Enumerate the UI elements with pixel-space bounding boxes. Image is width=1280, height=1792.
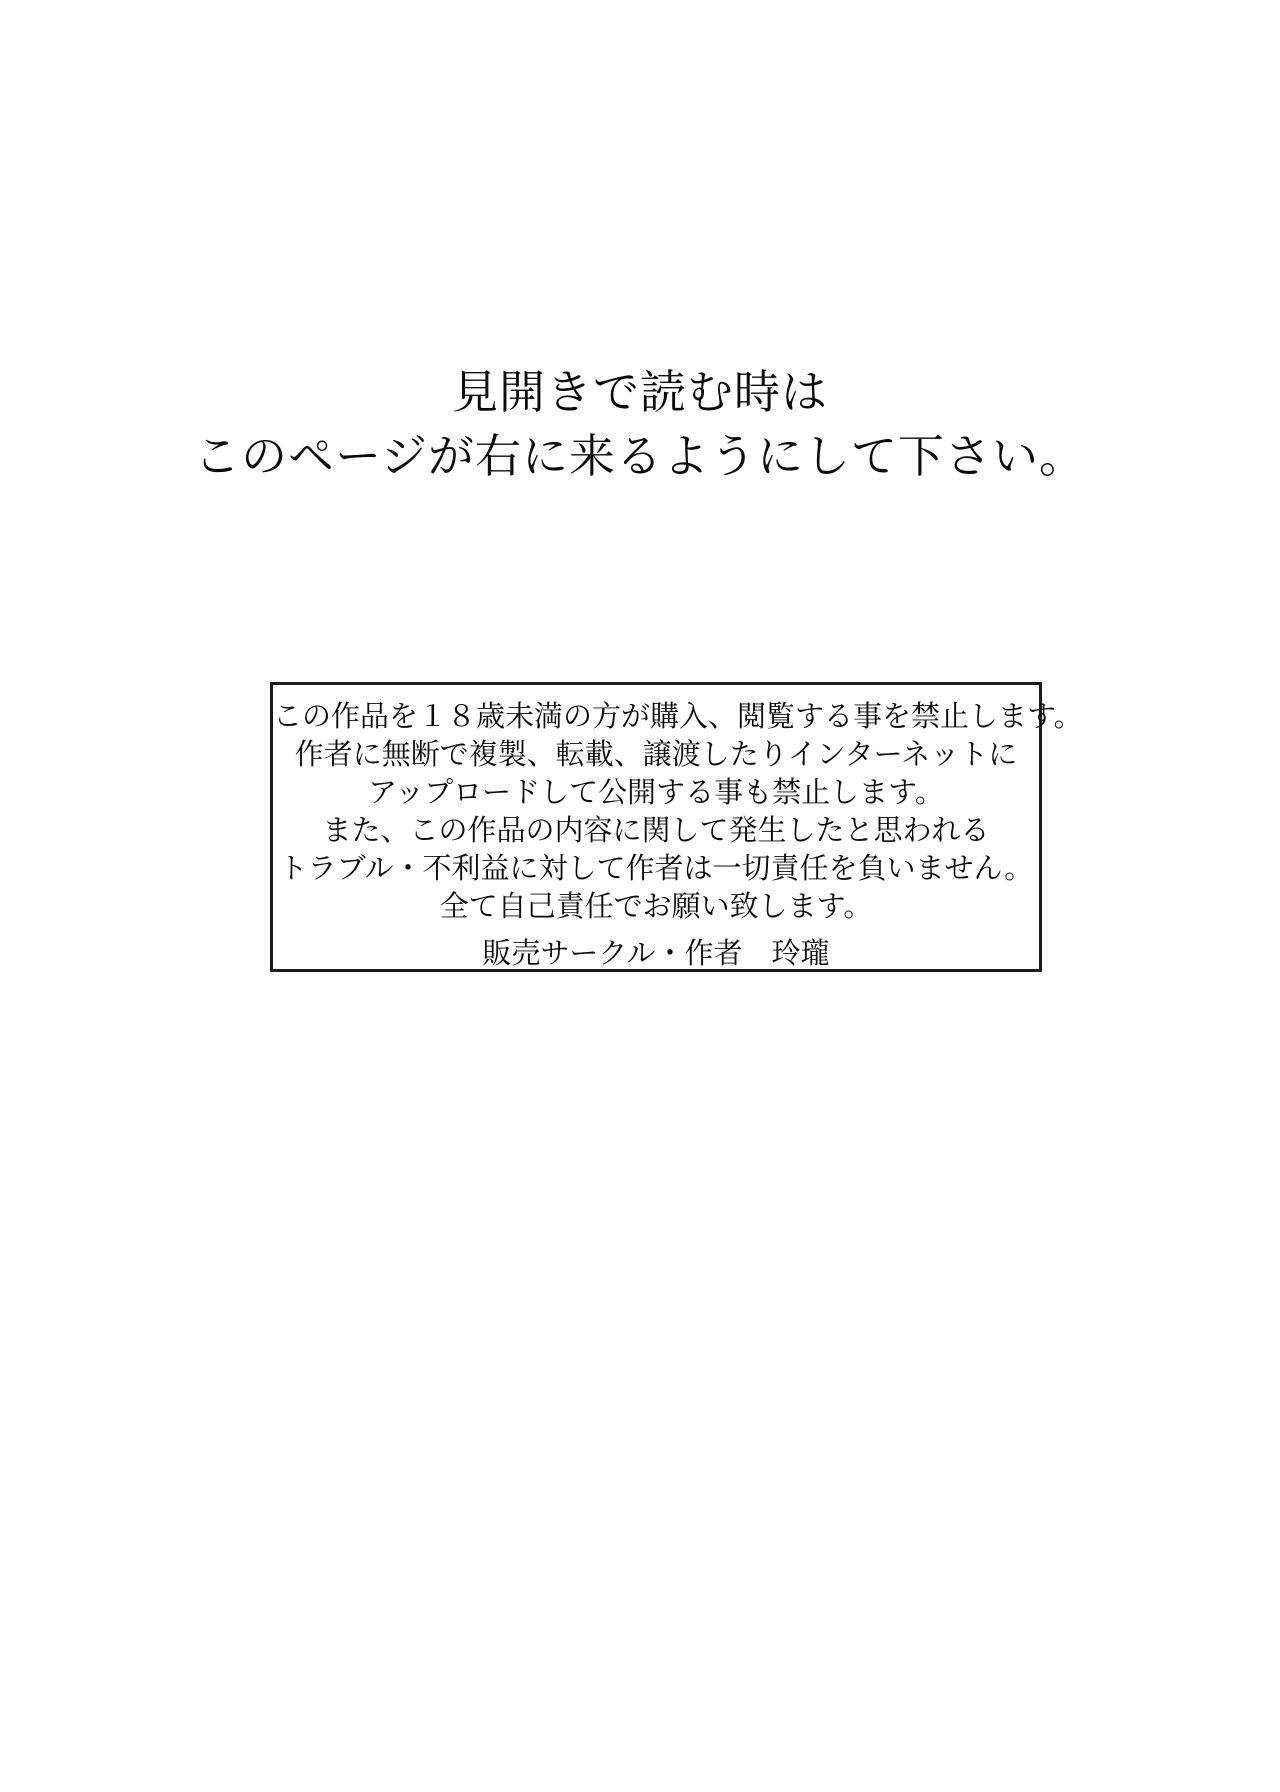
disclaimer-line-1: この作品を１８歳未満の方が購入、閲覧する事を禁止します。	[273, 701, 1083, 733]
reading-orientation-title	[0, 360, 1280, 488]
disclaimer-line-3: アップロードして公開する事も禁止します。	[368, 777, 944, 809]
title-line-1: 見開きで読む時は	[452, 366, 828, 418]
disclaimer-line-4: また、この作品の内容に関して発生したと思われる	[322, 815, 990, 847]
disclaimer-line-6: 全て自己責任でお願い致します。	[439, 891, 873, 923]
disclaimer-line-5: トラブル・不利益に対して作者は一切責任を負いません。	[278, 853, 1034, 885]
disclaimer-line-2: 作者に無断で複製、転載、譲渡したりインターネットに	[294, 739, 1018, 771]
title-line-2: このページが右に来るようにして下さい。	[193, 430, 1087, 482]
circle-author-credit: 販売サークル・作者 玲瓏	[482, 938, 830, 970]
disclaimer-box	[270, 682, 1083, 972]
